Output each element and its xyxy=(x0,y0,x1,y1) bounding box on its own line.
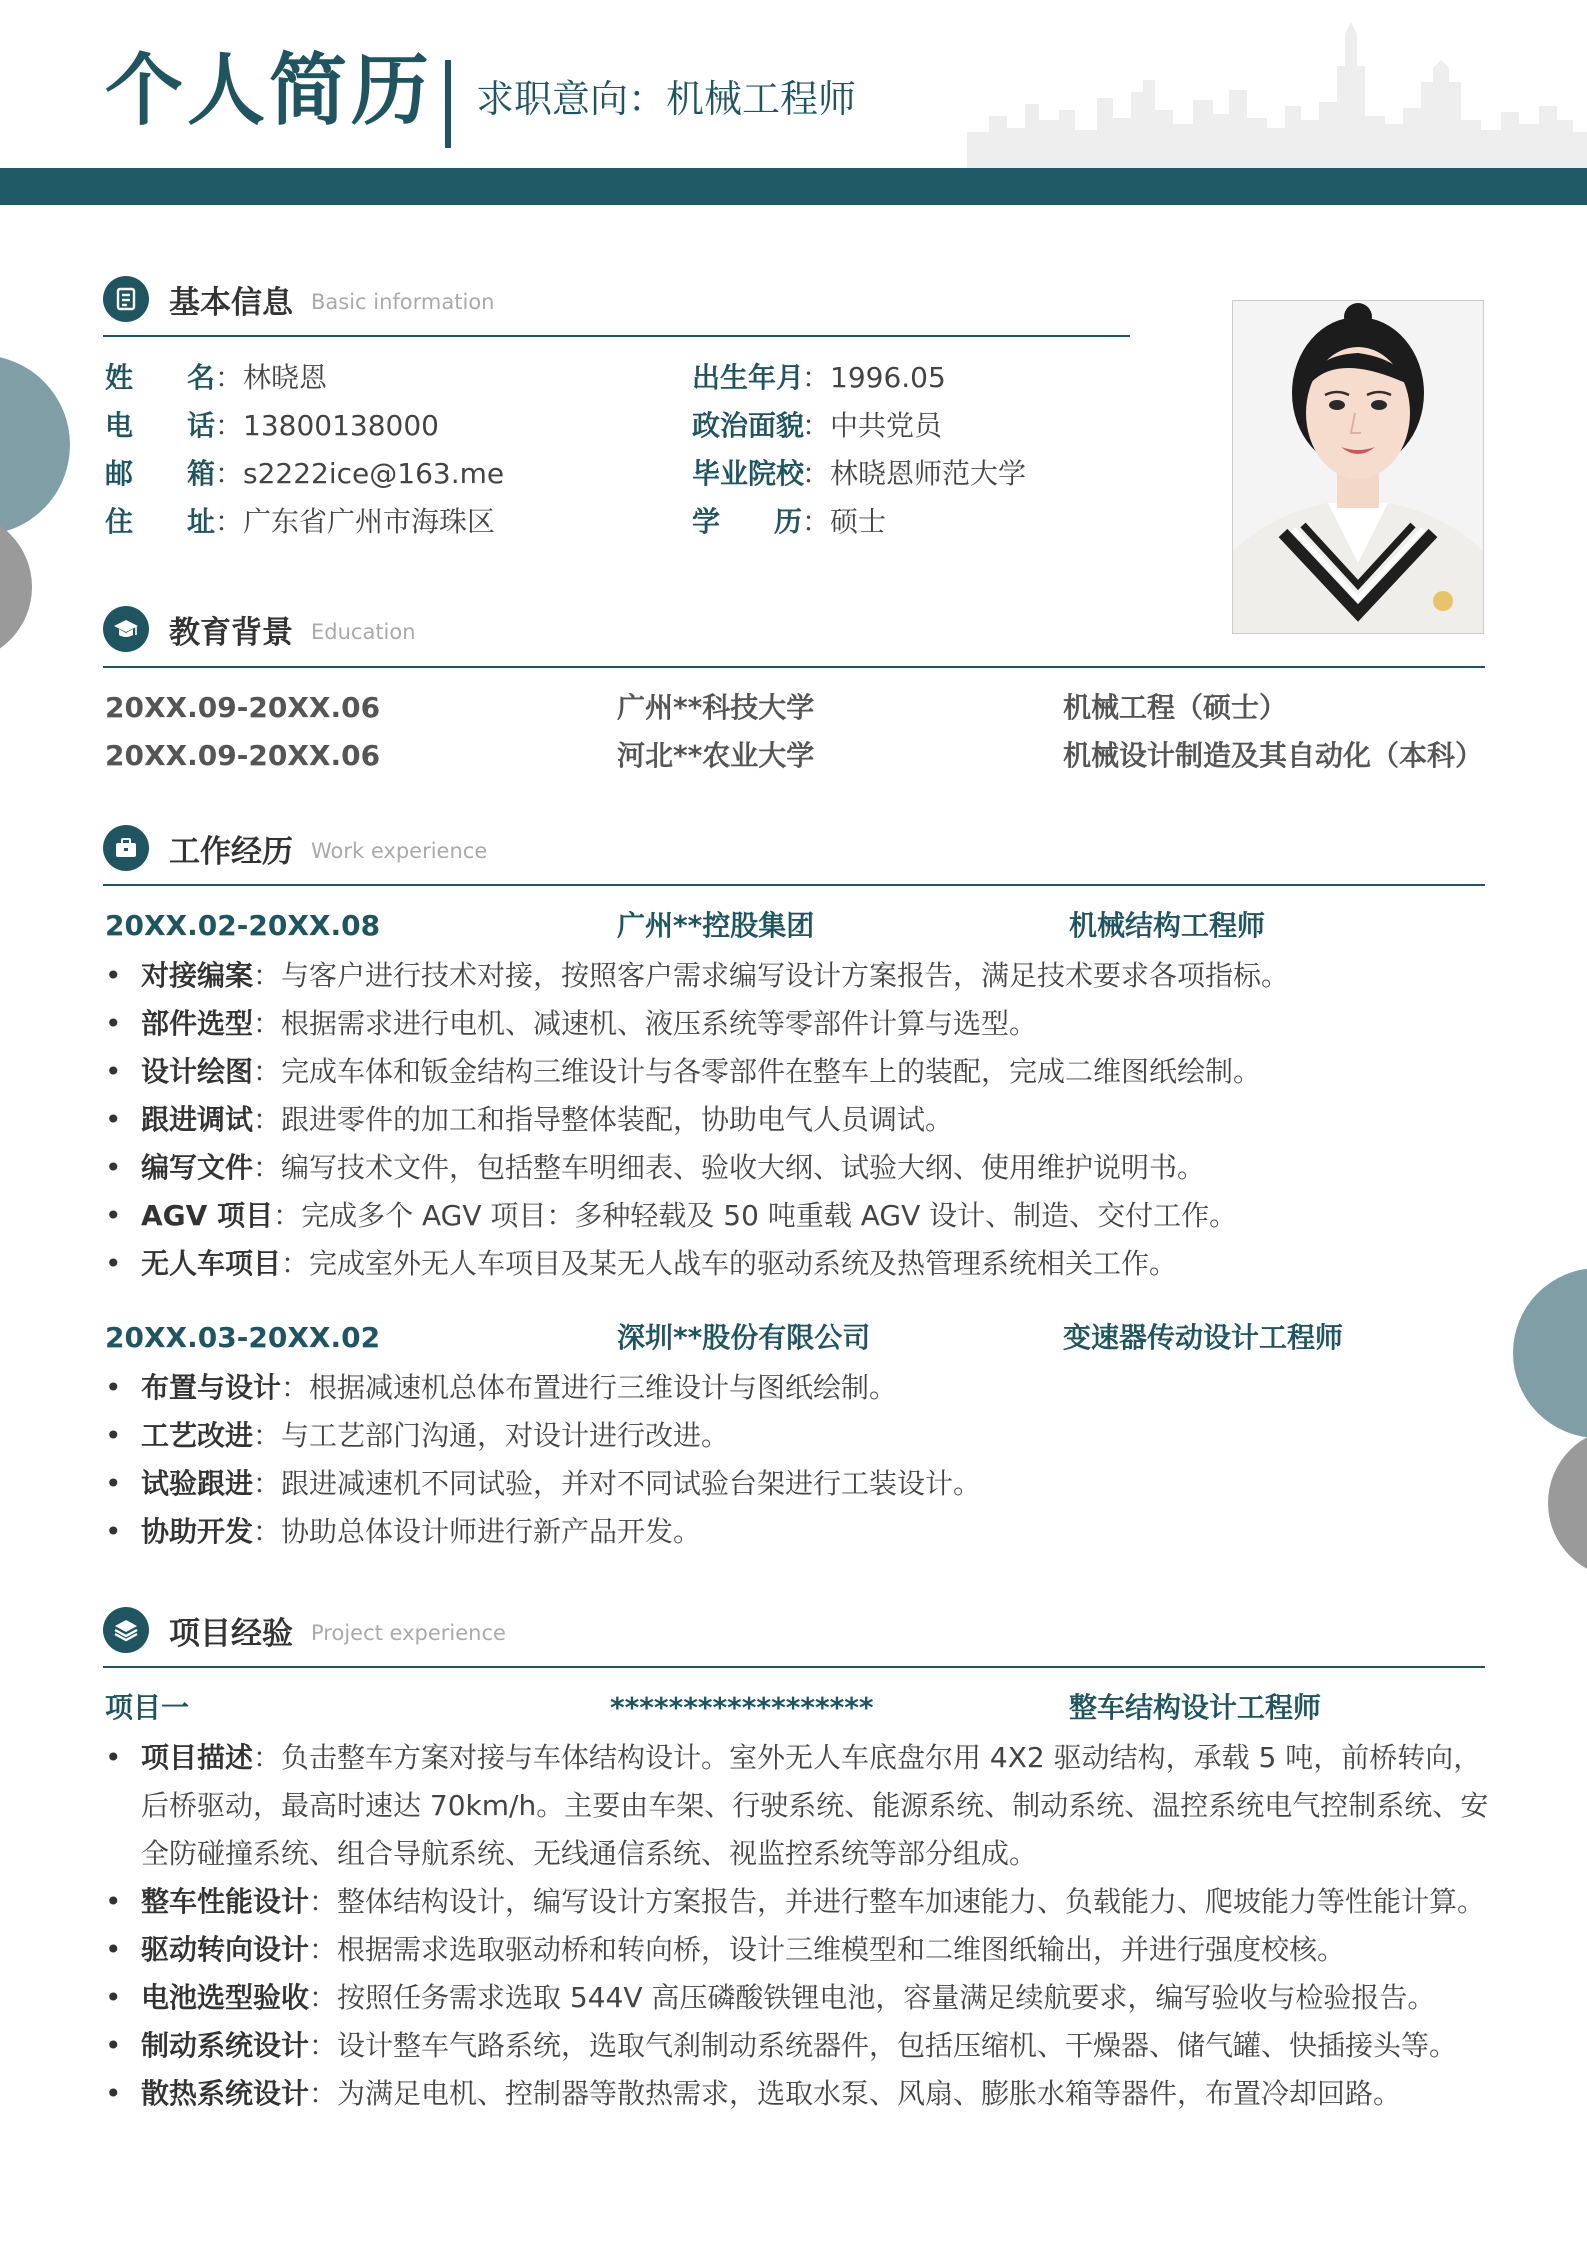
project-company: ****************** xyxy=(610,1691,874,1724)
info-separator: ： xyxy=(802,361,831,394)
bullet-key: AGV 项目 xyxy=(141,1199,274,1232)
education-school: 广州**科技大学 xyxy=(617,691,815,724)
project-role: 整车结构设计工程师 xyxy=(1069,1691,1322,1724)
portrait-image xyxy=(1233,301,1483,633)
decor-circle-right-grey xyxy=(1548,1428,1587,1578)
title-divider xyxy=(445,60,451,148)
bullet-dot: • xyxy=(105,1467,122,1500)
bullet-dot: • xyxy=(105,1419,122,1452)
job-company: 广州**控股集团 xyxy=(617,909,815,942)
section-basic-divider xyxy=(103,335,1130,337)
bullet-dot: • xyxy=(105,1103,122,1136)
bullet-key: 驱动转向设计 xyxy=(141,1933,310,1966)
briefcase-icon xyxy=(103,825,149,871)
section-education-divider xyxy=(103,666,1485,668)
info-separator: ： xyxy=(215,409,244,442)
info-row xyxy=(105,409,439,442)
decor-circle-right-teal xyxy=(1513,1268,1587,1438)
info-separator: ： xyxy=(215,457,244,490)
section-education-subtitle: Education xyxy=(311,620,416,644)
info-value: 1996.05 xyxy=(830,361,946,394)
bullet-dot: • xyxy=(105,1885,122,1918)
bullet-item xyxy=(105,1364,1490,1412)
info-value: 中共党员 xyxy=(830,409,943,442)
info-label: 毕 业 院 校 xyxy=(692,457,805,490)
bullet-dot: • xyxy=(105,1933,122,1966)
layers-icon xyxy=(103,1607,149,1653)
bullet-text: ：完成车体和钣金结构三维设计与各零部件在整车上的装配，完成二维图纸绘制。 xyxy=(253,1055,1262,1088)
bullet-key: 试验跟进 xyxy=(141,1467,254,1500)
section-projects-header xyxy=(103,1607,506,1653)
info-separator: ： xyxy=(802,457,831,490)
bullet-text: ：按照任务需求选取 544V 高压磷酸铁锂电池，容量满足续航要求，编写验收与检验报告。 xyxy=(309,1981,1436,2014)
education-major: 机械工程（硕士） xyxy=(1063,691,1288,724)
bullet-item xyxy=(105,1000,1490,1048)
section-basic-title: 基本信息 xyxy=(169,284,293,321)
info-row xyxy=(105,505,496,538)
education-school: 河北**农业大学 xyxy=(617,739,815,772)
job-company: 深圳**股份有限公司 xyxy=(617,1321,871,1354)
graduation-cap-icon xyxy=(103,606,149,652)
bullet-item xyxy=(105,2070,1490,2118)
info-value: 林晓恩 xyxy=(243,361,328,394)
bullet-key: 整车性能设计 xyxy=(141,1885,310,1918)
bullet-item xyxy=(105,1240,1490,1288)
section-work-title: 工作经历 xyxy=(169,833,293,870)
bullet-key: 工艺改进 xyxy=(141,1419,254,1452)
section-projects-subtitle: Project experience xyxy=(311,1621,506,1645)
info-row xyxy=(105,361,328,394)
header-bar xyxy=(0,168,1587,205)
bullet-key: 散热系统设计 xyxy=(141,2077,310,2110)
bullet-key: 协助开发 xyxy=(141,1515,254,1548)
id-card-icon xyxy=(103,276,149,322)
bullet-text: ：负击整车方案对接与车体结构设计。室外无人车底盘尔用 4X2 驱动结构，承载 5 吨，前桥转向，后桥驱动，最高时速达 70km/h。主要由车架、行驶系统、能源系统、制动系统、温控系统电气控制系统、安全防碰撞系统、组合导航系统、无线通信系统、视监控系统等部分组成。 xyxy=(141,1741,1489,1870)
bullet-text: ：根据需求选取驱动桥和转向桥，设计三维模型和二维图纸输出，并进行强度校核。 xyxy=(309,1933,1346,1966)
bullet-text: ：整体结构设计，编写设计方案报告，并进行整车加速能力、负载能力、爬坡能力等性能计算。 xyxy=(309,1885,1486,1918)
bullet-text: ：根据减速机总体布置进行三维设计与图纸绘制。 xyxy=(281,1371,898,1404)
info-value: 13800138000 xyxy=(243,409,439,442)
resume-header xyxy=(0,0,1587,205)
decor-circle-left-teal xyxy=(0,355,70,535)
section-work-subtitle: Work experience xyxy=(311,839,488,863)
bullet-item xyxy=(105,1144,1490,1192)
section-work-divider xyxy=(103,884,1485,886)
info-row xyxy=(692,409,943,442)
bullet-item xyxy=(105,1048,1490,1096)
info-separator: ： xyxy=(802,505,831,538)
bullet-text: ：设计整车气路系统，选取气刹制动系统器件，包括压缩机、干燥器、储气罐、快插接头等。 xyxy=(309,2029,1458,2062)
bullet-dot: • xyxy=(105,959,122,992)
bullet-dot: • xyxy=(105,1741,122,1774)
info-label: 政 治 面 貌 xyxy=(692,409,805,442)
section-basic-subtitle: Basic information xyxy=(311,290,495,314)
bullet-text: ：为满足电机、控制器等散热需求，选取水泵、风扇、膨胀水箱等器件，布置冷却回路。 xyxy=(309,2077,1402,2110)
bullet-dot: • xyxy=(105,1199,122,1232)
bullet-text: ：与工艺部门沟通，对设计进行改进。 xyxy=(253,1419,730,1452)
education-period: 20XX.09-20XX.06 xyxy=(105,739,381,772)
section-education-header xyxy=(103,606,416,652)
bullet-key: 跟进调试 xyxy=(141,1103,254,1136)
bullet-dot: • xyxy=(105,1007,122,1040)
bullet-key: 设计绘图 xyxy=(141,1055,254,1088)
bullet-item xyxy=(105,1878,1490,1926)
bullet-item xyxy=(105,1926,1490,1974)
bullet-item xyxy=(105,1096,1490,1144)
info-value: 硕士 xyxy=(830,505,887,538)
bullet-text: ：编写技术文件，包括整车明细表、验收大纲、试验大纲、使用维护说明书。 xyxy=(253,1151,1206,1184)
bullet-item xyxy=(105,2022,1490,2070)
info-row xyxy=(692,361,946,394)
bullet-dot: • xyxy=(105,2029,122,2062)
page-title: 个人简历 xyxy=(105,46,434,136)
bullet-key: 部件选型 xyxy=(141,1007,254,1040)
section-education-title: 教育背景 xyxy=(169,614,293,651)
city-skyline-decoration xyxy=(967,20,1587,168)
section-projects-title: 项目经验 xyxy=(169,1615,293,1652)
bullet-dot: • xyxy=(105,2077,122,2110)
job-intent: 求职意向：机械工程师 xyxy=(476,77,857,121)
education-major: 机械设计制造及其自动化（本科） xyxy=(1063,739,1484,772)
info-label: 学 历 xyxy=(692,505,802,538)
bullet-item xyxy=(105,1508,1490,1556)
info-label: 出 生 年 月 xyxy=(692,361,805,394)
bullet-text: ：根据需求进行电机、减速机、液压系统等零部件计算与选型。 xyxy=(253,1007,1038,1040)
bullet-text: ：协助总体设计师进行新产品开发。 xyxy=(253,1515,702,1548)
bullet-key: 无人车项目 xyxy=(141,1247,282,1280)
info-separator: ： xyxy=(215,361,244,394)
section-basic-header xyxy=(103,276,494,322)
bullet-text: ：完成多个 AGV 项目：多种轻载及 50 吨重载 AGV 设计、制造、交付工作。 xyxy=(273,1199,1238,1232)
bullet-text: ：完成室外无人车项目及某无人战车的驱动系统及热管理系统相关工作。 xyxy=(281,1247,1178,1280)
project-name: 项目一 xyxy=(105,1691,190,1724)
info-row xyxy=(692,505,887,538)
profile-photo xyxy=(1232,300,1484,634)
info-separator: ： xyxy=(802,409,831,442)
bullet-key: 布置与设计 xyxy=(141,1371,282,1404)
bullet-text: ：跟进减速机不同试验，并对不同试验台架进行工装设计。 xyxy=(253,1467,982,1500)
info-separator: ： xyxy=(215,505,244,538)
job-role: 机械结构工程师 xyxy=(1069,909,1266,942)
info-label: 姓 名 xyxy=(105,361,215,394)
job-period: 20XX.02-20XX.08 xyxy=(105,909,381,942)
bullet-text: ：跟进零件的加工和指导整体装配，协助电气人员调试。 xyxy=(253,1103,954,1136)
bullet-item xyxy=(105,952,1490,1000)
info-row xyxy=(692,457,1027,490)
bullet-dot: • xyxy=(105,1515,122,1548)
education-period: 20XX.09-20XX.06 xyxy=(105,691,381,724)
bullet-dot: • xyxy=(105,1151,122,1184)
info-row xyxy=(105,457,505,490)
bullet-item xyxy=(105,1974,1490,2022)
bullet-key: 对接编案 xyxy=(141,959,254,992)
info-value: s2222ice@163.me xyxy=(243,457,505,490)
bullet-item xyxy=(105,1460,1490,1508)
bullet-dot: • xyxy=(105,1981,122,2014)
info-label: 邮 箱 xyxy=(105,457,215,490)
bullet-key: 电池选型验收 xyxy=(141,1981,310,2014)
info-label: 住 址 xyxy=(105,505,215,538)
bullet-dot: • xyxy=(105,1371,122,1404)
bullet-key: 编写文件 xyxy=(141,1151,254,1184)
info-label: 电 话 xyxy=(105,409,215,442)
info-value: 林晓恩师范大学 xyxy=(830,457,1027,490)
bullet-item xyxy=(105,1734,1490,1878)
bullet-item xyxy=(105,1192,1490,1240)
job-role: 变速器传动设计工程师 xyxy=(1063,1321,1344,1354)
bullet-text: ：与客户进行技术对接，按照客户需求编写设计方案报告，满足技术要求各项指标。 xyxy=(253,959,1290,992)
bullet-dot: • xyxy=(105,1055,122,1088)
section-projects-divider xyxy=(103,1666,1485,1668)
bullet-dot: • xyxy=(105,1247,122,1280)
section-work-header xyxy=(103,825,487,871)
decor-circle-left-grey xyxy=(0,512,32,662)
job-period: 20XX.03-20XX.02 xyxy=(105,1321,381,1354)
bullet-key: 制动系统设计 xyxy=(141,2029,310,2062)
info-value: 广东省广州市海珠区 xyxy=(243,505,496,538)
bullet-item xyxy=(105,1412,1490,1460)
bullet-key: 项目描述 xyxy=(141,1741,254,1774)
